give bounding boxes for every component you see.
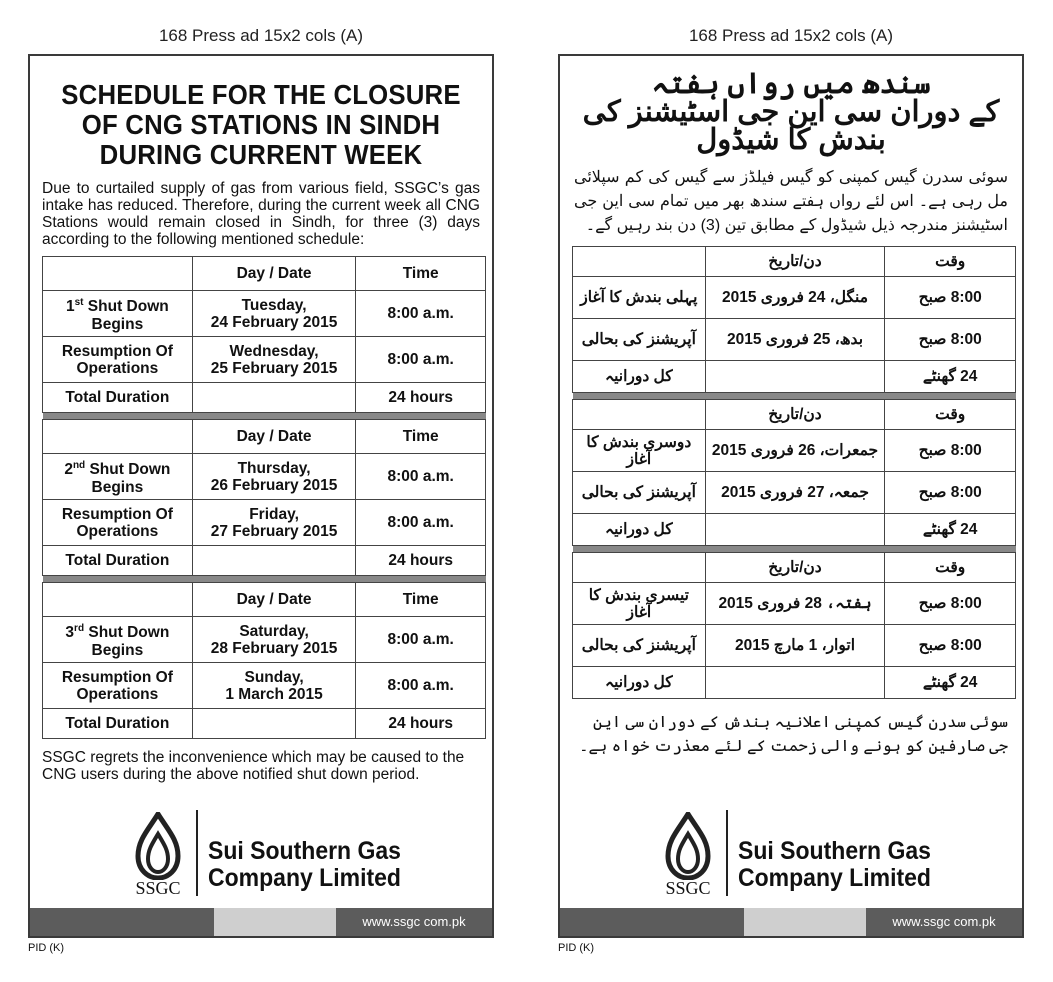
resumption-time: 8:00 صبح: [885, 319, 1016, 361]
header-day-date: Day / Date: [192, 420, 356, 454]
header-time: وقت: [885, 247, 1016, 277]
urdu-title-line-3: بندش کا شیڈول: [696, 124, 886, 156]
table-row: [43, 617, 486, 663]
resumption-date: Wednesday, 25 February 2015: [192, 337, 356, 383]
logo-divider: [726, 810, 728, 896]
shut-down-label: تیسری بندش کا آغاز: [573, 583, 706, 625]
header-empty: [573, 400, 706, 430]
table-row: [43, 383, 486, 413]
urdu-note: سوئی سدرن گیس کمپنی اعلانیہ بندش کے دوران سی این جی صارفین کو ہونے والی زحمت کے لئے معذرت خواہ ہے۔: [579, 714, 1008, 755]
table-row: [573, 472, 1016, 514]
shut-down-date: منگل، 24 فروری 2015: [705, 277, 885, 319]
header-time: وقت: [885, 400, 1016, 430]
pid-right: PID (K): [558, 942, 595, 954]
title-line-1: SCHEDULE FOR THE CLOSURE: [61, 79, 461, 110]
footer-url: www.ssgc com.pk: [866, 908, 1022, 936]
table-header-row: [573, 400, 1016, 430]
resumption-time: 8:00 a.m.: [356, 337, 486, 383]
resumption-label: آپریشنز کی بحالی: [573, 472, 706, 514]
header-day-date: Day / Date: [192, 583, 356, 617]
block-separator: [573, 393, 1016, 400]
header-time: Time: [356, 583, 486, 617]
table-row: [573, 667, 1016, 699]
brand-name-line-1: Sui Southern Gas: [738, 837, 931, 865]
resumption-date: اتوار، 1 مارچ 2015: [705, 625, 885, 667]
total-duration-value: 24 گھنٹے: [885, 514, 1016, 546]
english-intro: Due to curtailed supply of gas from various field, SSGC’s gas intake has reduced. Therefore, during the current week all CNG Stations would remain closed in Sindh, for three (3) days according to the following mentioned schedule:: [42, 180, 480, 248]
total-duration-value: 24 hours: [356, 709, 486, 739]
block-separator: [43, 576, 486, 583]
header-empty: [43, 420, 193, 454]
total-duration-value: 24 hours: [356, 546, 486, 576]
table-header-row: [43, 257, 486, 291]
urdu-intro: سوئی سدرن گیس کمپنی کو گیس فیلڈز سے گیس کی کم سپلائی مل رہی ہے۔ اس لئے رواں ہفتے سندھ بھر میں تمام سی این جی اسٹیشنز مندرجہ ذیل شیڈول کے مطابق تین (3) دن بند رہیں گے۔: [574, 169, 1009, 234]
header-empty: [573, 247, 706, 277]
shut-down-date: ہفتہ، 28 فروری 2015: [705, 583, 885, 625]
total-duration-label: Total Duration: [43, 383, 193, 413]
table-row: [43, 546, 486, 576]
block-separator: [43, 413, 486, 420]
table-header-row: [43, 583, 486, 617]
shut-down-date: Tuesday, 24 February 2015: [192, 291, 356, 337]
urdu-schedule-table: [572, 246, 1016, 699]
footer-light-block: [744, 908, 866, 936]
total-duration-empty: [705, 514, 885, 546]
table-row: [573, 514, 1016, 546]
brand-name-line-2: Company Limited: [208, 864, 401, 892]
slug-label-right: 168 Press ad 15x2 cols (A): [688, 26, 894, 45]
brand-name-line-1: Sui Southern Gas: [208, 837, 401, 865]
pid-left: PID (K): [28, 942, 65, 954]
resumption-time: 8:00 صبح: [885, 625, 1016, 667]
brand-name: [738, 838, 931, 892]
urdu-footer-bar: [560, 908, 1022, 936]
table-row: [43, 709, 486, 739]
english-schedule-table: [42, 256, 486, 739]
resumption-time: 8:00 a.m.: [356, 663, 486, 709]
header-day-date: دن/تاریخ: [705, 247, 885, 277]
brand-name-line-2: Company Limited: [738, 864, 931, 892]
block-separator: [573, 546, 1016, 553]
total-duration-value: 24 گھنٹے: [885, 667, 1016, 699]
table-header-row: [573, 247, 1016, 277]
table-row: [573, 361, 1016, 393]
shut-down-label: 3rd Shut Down Begins: [43, 617, 193, 663]
shut-down-time: 8:00 صبح: [885, 583, 1016, 625]
header-empty: [43, 257, 193, 291]
total-duration-label: کل دورانیہ: [573, 667, 706, 699]
header-time: Time: [356, 257, 486, 291]
table-row: [43, 337, 486, 383]
brand-name: [208, 838, 401, 892]
flame-icon: [660, 812, 716, 880]
table-header-row: [573, 553, 1016, 583]
shut-down-time: 8:00 صبح: [885, 277, 1016, 319]
english-title: [56, 80, 466, 170]
title-line-2: OF CNG STATIONS IN SINDH: [81, 109, 441, 140]
table-row: [43, 663, 486, 709]
resumption-date: Sunday, 1 March 2015: [192, 663, 356, 709]
total-duration-label: Total Duration: [43, 546, 193, 576]
table-row: [573, 625, 1016, 667]
table-row: [573, 583, 1016, 625]
shut-down-date: Thursday, 26 February 2015: [192, 454, 356, 500]
resumption-label: آپریشنز کی بحالی: [573, 319, 706, 361]
shut-down-label: 2nd Shut Down Begins: [43, 454, 193, 500]
header-empty: [573, 553, 706, 583]
total-duration-label: کل دورانیہ: [573, 361, 706, 393]
logo-divider: [196, 810, 198, 896]
flame-icon: [130, 812, 186, 880]
footer-url: www.ssgc com.pk: [336, 908, 492, 936]
title-line-3: DURING CURRENT WEEK: [99, 139, 423, 170]
total-duration-label: Total Duration: [43, 709, 193, 739]
footer-dark-block: [560, 908, 744, 936]
resumption-label: Resumption Of Operations: [43, 337, 193, 383]
english-note: SSGC regrets the inconvenience which may be caused to the CNG users during the above notified shut down period.: [42, 749, 465, 783]
slug-label-left: 168 Press ad 15x2 cols (A): [158, 26, 364, 45]
resumption-label: Resumption Of Operations: [43, 500, 193, 546]
table-row: [43, 291, 486, 337]
resumption-date: Friday, 27 February 2015: [192, 500, 356, 546]
ssgc-logo-text: SSGC: [665, 878, 711, 898]
table-header-row: [43, 420, 486, 454]
total-duration-empty: [192, 709, 356, 739]
resumption-time: 8:00 صبح: [885, 472, 1016, 514]
header-time: وقت: [885, 553, 1016, 583]
english-footer-bar: [30, 908, 492, 936]
ssgc-logo-text: SSGC: [135, 878, 181, 898]
header-day-date: دن/تاریخ: [705, 553, 885, 583]
shut-down-time: 8:00 a.m.: [356, 617, 486, 663]
shut-down-time: 8:00 صبح: [885, 430, 1016, 472]
resumption-date: جمعہ، 27 فروری 2015: [705, 472, 885, 514]
total-duration-empty: [705, 667, 885, 699]
shut-down-time: 8:00 a.m.: [356, 454, 486, 500]
table-row: [43, 454, 486, 500]
table-row: [573, 319, 1016, 361]
total-duration-value: 24 گھنٹے: [885, 361, 1016, 393]
header-day-date: Day / Date: [192, 257, 356, 291]
shut-down-label: دوسری بندش کا آغاز: [573, 430, 706, 472]
resumption-date: بدھ، 25 فروری 2015: [705, 319, 885, 361]
total-duration-label: کل دورانیہ: [573, 514, 706, 546]
footer-dark-block: [30, 908, 214, 936]
table-row: [43, 500, 486, 546]
resumption-label: Resumption Of Operations: [43, 663, 193, 709]
total-duration-value: 24 hours: [356, 383, 486, 413]
resumption-time: 8:00 a.m.: [356, 500, 486, 546]
urdu-title-line-2: کے دوران سی این جی اسٹیشنز کی: [582, 96, 1000, 128]
table-row: [573, 277, 1016, 319]
footer-light-block: [214, 908, 336, 936]
total-duration-empty: [192, 383, 356, 413]
header-empty: [43, 583, 193, 617]
shut-down-date: جمعرات، 26 فروری 2015: [705, 430, 885, 472]
header-time: Time: [356, 420, 486, 454]
urdu-ad: [558, 54, 1024, 938]
total-duration-empty: [705, 361, 885, 393]
resumption-label: آپریشنز کی بحالی: [573, 625, 706, 667]
table-row: [573, 430, 1016, 472]
shut-down-label: 1st Shut Down Begins: [43, 291, 193, 337]
urdu-title-line-1: سندھ میں رواں ہفتہ: [651, 68, 931, 100]
shut-down-label: پہلی بندش کا آغاز: [573, 277, 706, 319]
header-day-date: دن/تاریخ: [705, 400, 885, 430]
total-duration-empty: [192, 546, 356, 576]
shut-down-time: 8:00 a.m.: [356, 291, 486, 337]
english-ad: [28, 54, 494, 938]
urdu-title: [568, 70, 1014, 154]
shut-down-date: Saturday, 28 February 2015: [192, 617, 356, 663]
